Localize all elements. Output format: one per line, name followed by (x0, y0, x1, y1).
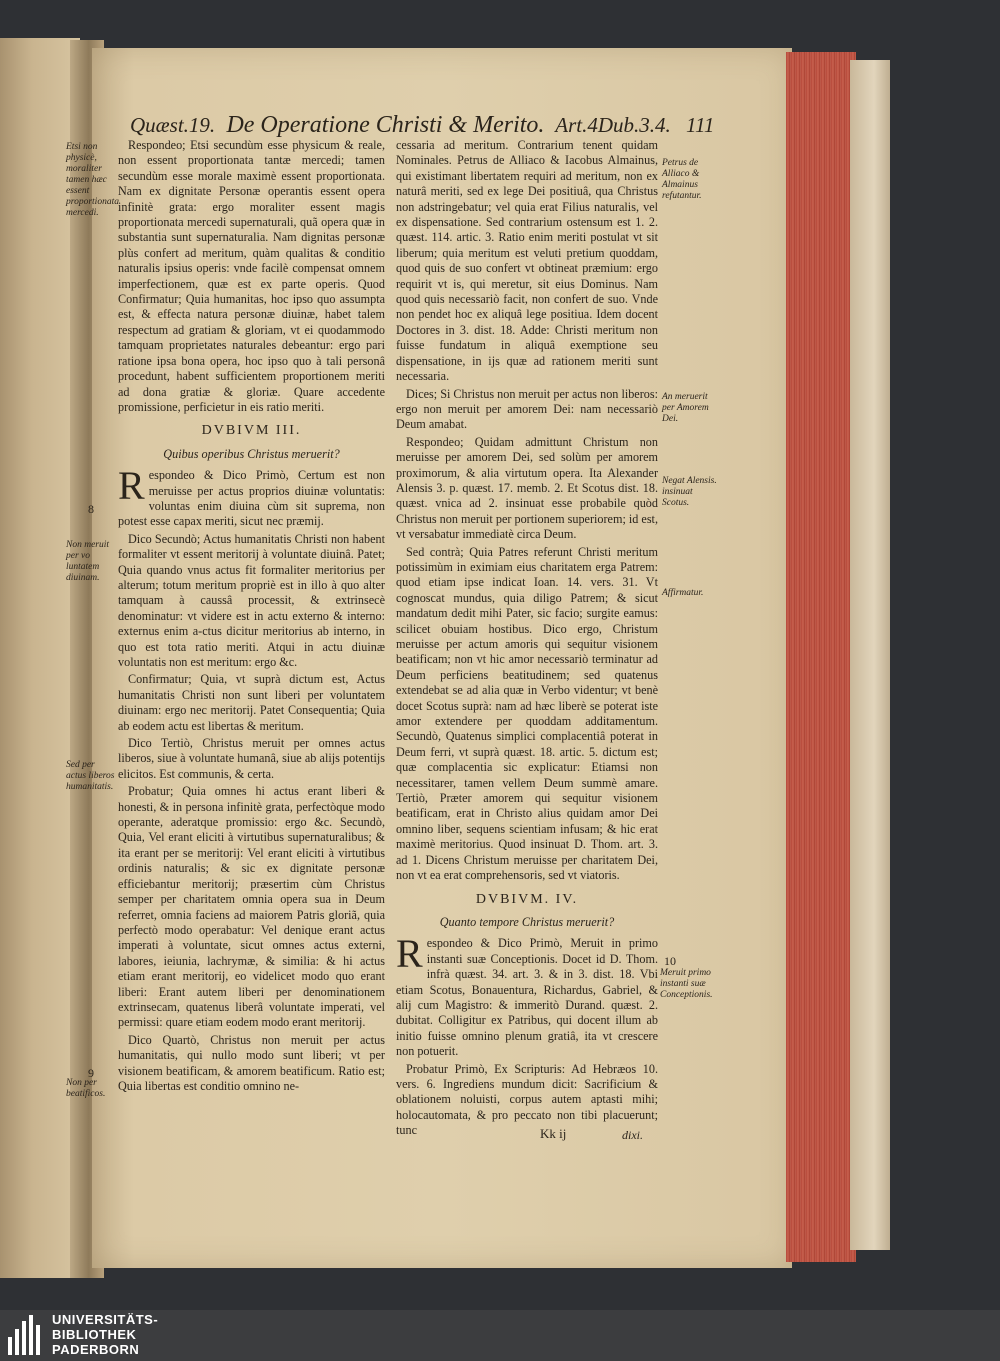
paragraph: Dico Quartò, Christus non meruit per actus humanitatis, qui nullo modo sunt liberi; vt per visionem beatificam, & amorem beatificum. Ratio est; Quia libertas est conditio omnino ne- (118, 1032, 385, 1093)
library-line-3: PADERBORN (52, 1342, 140, 1357)
dubium-question: Quibus operibus Christus meruerit? (163, 446, 340, 461)
margin-note-left-2: Non meruit per vo luntatem diuinam. (66, 540, 110, 583)
margin-note-right-5: Meruit primo instanti suæ Conceptionis. (660, 968, 713, 1000)
signature-mark: Kk ij (540, 1126, 567, 1141)
right-column (396, 138, 658, 1141)
header-title: De Operatione Christi & Merito. (226, 112, 545, 138)
margin-note-right-3: Negat Alensis. insinuat Scotus. (662, 476, 717, 508)
library-name (52, 1312, 158, 1357)
library-line-1: UNIVERSITÄTS- (52, 1312, 159, 1327)
dubium-heading: DVBIVM III. (201, 423, 302, 439)
paragraph: Respondeo & Dico Primò, Certum est non meruisse per actus proprios diuinæ voluntatis: voluntas enim diuina cùm sit suprema, non potest esse capax meriti, sicut nec præmij. (118, 463, 385, 529)
paragraph: Respondeo; Quidam admittunt Christum non meruisse per amorem Dei, sed solùm per amorem proximorum, & alia virtutum opera. Ita Alexander Alensis 3. p. quæst. 17. memb. 2. Et Scotus dist. 18. quæst. vnica ad 2. insinuat esse probabile quòd Christus non meruit per portionem superiorem; id est, vt versabatur immediatè circa Deum. (396, 434, 658, 542)
paragraph: Respondeo; Etsi secundùm esse physicum & reale, non essent proportionata tantæ mercedi; tamen secundùm esse morale maximè essent proportionata. Nam ex dignitate Personæ operantis essent opera infinitè grata: ergo moraliter essent magis proportionata mercedi supernaturali, quã opera quæ in substantia sunt supernaturalia. Nam dignitas personæ plùs confert ad meritum, quàm qualitas & conditio naturalis ipsius operis: vnde facilè compensat omnem imperfectionem, quæ est ex parte operis. Quod Confirmatur; Quia humanitas, hoc ipso quo assumpta est, & effecta natura personæ diuinæ, habet talem respectum ad gratiam & gloriam, vt ei quodammodo tamquam proprietates naturales debeantur: ergo pari ratione ipsa bona opera, hoc ipso quo à tali personâ procedunt, habent sufficientem proportionem meriti ad dona gratiæ & gloriæ. Quare accedente promissione, perficietur in eis ratio meriti. (118, 138, 385, 414)
margin-note-right-4: Affirmatur. (662, 588, 704, 598)
dubium-question: Quanto tempore Christus meruerit? (439, 914, 615, 929)
dubium-heading: DVBIVM. IV. (475, 891, 579, 907)
paragraph: Probatur Primò, Ex Scripturis: Ad Hebræos 10. vers. 6. Ingrediens mundum dicit: Sacrificium & oblationem noluisti, corpus autem aptasti mihi; holocautomata, & pro peccato non tibi placuerunt; tunc (396, 1061, 658, 1138)
catchword: dixi. (622, 1128, 643, 1142)
paragraph: Respondeo & Dico Primò, Meruit in primo instanti suæ Conceptionis. Docet id D. Thom. infrà quæst. 34. art. 3. & in 3. dist. 18. Vbi etiam Scotus, Bonauentura, Richardus, Gabriel, & alij cum Magistro: & immeritò Durand. quæst. 2. dubitat. Colligitur ex Patribus, qui docent illum ab initio fuisse omnino plenum gratiâ, ita vt crescere non potuerit. (396, 931, 658, 1059)
page-block-edge (850, 60, 890, 1250)
paragraph: Dico Tertiò, Christus meruit per omnes actus liberos, siue à voluntate humanâ, siue ab alijs potentijs elicitos. Est communis, & certa. (118, 736, 385, 781)
paragraph: Confirmatur; Quia, vt suprà dictum est, Actus humanitatis Christi non sunt liberi per voluntatem diuinam: ergo nec meritorij. Patet Consequentia; Quia ab eodem actu est libertas & meritum. (118, 672, 385, 733)
margin-note-left-1: Etsi non physicè, moraliter tamen hæc essent proportionata mercedi. (66, 142, 119, 218)
running-header (130, 112, 770, 139)
margin-note-left-3: Sed per actus liberos humanitatis. (66, 760, 115, 792)
left-column (118, 138, 385, 1096)
header-left: Quæst.19. (130, 113, 216, 137)
margin-number-10: 10 (664, 954, 676, 968)
header-right: Art.4Dub.3.4. (555, 113, 671, 137)
university-logo-icon (8, 1315, 44, 1355)
paragraph: Dices; Si Christus non meruit per actus non liberos: ergo non meruit per amorem Dei: nam necessariò Deum amabat. (396, 386, 658, 432)
paragraph: Dico Secundò; Actus humanitatis Christi non habent formaliter vt essent meritorij à voluntate diuinâ. Patet; Quia quando vnus actus fit formaliter meritorius per alterum; totum meritum propriè est in illo à quo alter tamquam à caussâ processit, & extrinsecè denominatur: vt videre est in actu externo & interno: externus enim a-ctus dicitur meritorius ab interno, in quo est tota ratio meriti. Atqui in actu diuinæ voluntatis non est meritum: ergo &c. (118, 531, 385, 669)
margin-number-8: 8 (88, 502, 94, 516)
margin-note-left-4: Non per beatificos. (66, 1078, 106, 1099)
margin-note-right-2: An meruerit per Amorem Dei. (662, 392, 709, 424)
paragraph: Probatur; Quia omnes hi actus erant liberi & honesti, & in persona infinitè grata, perfectòque modo operante, aderatque promissio: ergo &c. Secundò, Quia, Vel erant eliciti à virtutibus supernaturalibus; & ita erant per se meritorij: Vel erant eliciti à virtutibus ordinis naturalis; & sic ex dignitate personæ efficiebantur meritorij; præsertim cùm Christus semper per charitatem omnia opera sua in Deum referret, omnia faciens ad maiorem Patris gloriã, quia perfectò modo operabatur: Vel denique erant actus imperati à voluntate, sicut omnes actus externi, labores, ieiunia, lachrymæ, & similia: & hi actus etiam erant meritorij, eo videlicet modo quo erant liberi: Erant autem liberi per denominationem extrinsecam, quatenus liberâ voluntate imperati, vel permissi: quare etiam eodem modo erant meritorij. (118, 784, 385, 1030)
page-number: 111 (686, 113, 715, 137)
paragraph: Sed contrà; Quia Patres referunt Christi meritum potissimùm in eximiam eius charitatem erga Patrem: quod etiam ipse indicat Ioan. 14. vers. 31. Vt cognoscat mundus, quia diligo Patrem; & sicut mandatum dedit mihi Pater, sic facio; surgite eamus: scilicet obuiam hostibus. Dico ergo, Christum meruisse per actum amoris qui sequitur visionem beatificam; non vt hic amor necessariò terminatur ad Deum perficiens beatitudinem; sed quatenus extendebat se ad alia quæ in Verbo videntur; vt benè docet Scotus suprà: nam ad hæc liberè se poterat iste amor extendere per quoddam additamentum. Secundò, Quatenus simplici complacentiâ poterat in Deum ferri, vt suprà quæst. 18. artic. 5. dictum est; quæ complacentia sic explicatur: Etiamsi non necessitarer, tamen vellem Deum summè amare. Tertiò, Præter amorem qui sequitur visionem beatificam, erat in Christo alius quidam amor Dei omnino liber, sequens scientiam infusam; & hic erat maximè meritorius. Quod insinuat D. Thom. art. 3. ad 1. Dicens Christum meruisse per charitatem Dei, non vt ea erat comprehensoris, sed vt viatoris. (396, 544, 658, 883)
paragraph: cessaria ad meritum. Contrarium tenent quidam Nominales. Petrus de Alliaco & Iacobus Almainus, qui existimant libertatem requiri ad meritum, non ex naturâ meriti, sed ex lege Dei positiuâ, qua Christus non adstringebatur; vel quia erat Filius naturalis, vel ex dispensatione. Sed contrarium ostensum est 1. 2. quæst. 114. artic. 3. Ratio enim meriti postulat vt sit liberum; quia meritum est veluti pretium quoddam, quod quis de suo confert vt obtineat præmium: ergo requirit vt is, qui meretur, sit eius Dominus. Nam quod quis necessariò facit, non confert de suo. Vnde non pendet hoc ex aliquâ lege positiua. Idem docent Doctores in 3. dist. 18. Adde: Christi meritum non fuisse fundatum in aliquâ exemptione seu dispensatione, in ijs quæ ad rationem meriti sunt necessaria. (396, 138, 658, 384)
red-page-edges (786, 52, 856, 1262)
library-line-2: BIBLIOTHEK (52, 1327, 137, 1342)
margin-number-9: 9 (88, 1066, 94, 1080)
margin-note-right-1: Petrus de Alliaco & Almainus refutantur. (662, 158, 702, 201)
